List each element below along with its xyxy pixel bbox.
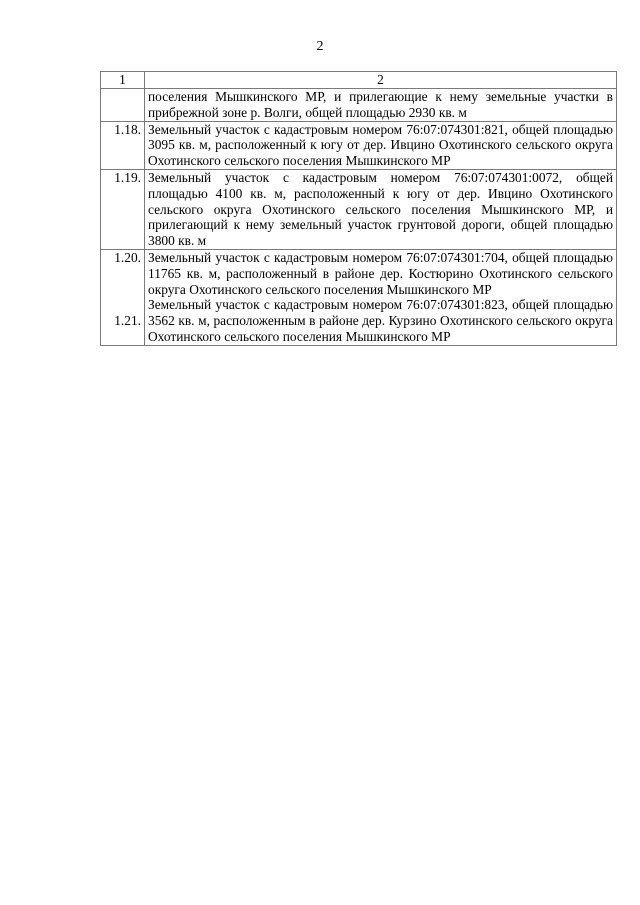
header-cell-number: 1 [101,72,145,89]
item-number: 1.20. [114,249,141,265]
row-text-cell: поселения Мышкинского МР, и прилегающие к нему земельные участки в прибрежной зоне р. Волги, общей площадью 2930 кв. м [145,89,617,122]
row-text-cell: Земельный участок с кадастровым номером 76:07:074301:0072, общей площадью 4100 кв. м, расположенный к югу от дер. Ивцино Охотинского сельского округа Охотинского сельского поселения Мышкинского МР, и прилегающий к нему земельный участок грунтовой дороги, общей площадью 3800 кв. м [145,169,617,249]
row-text-cell: Земельный участок с кадастровым номером 76:07:074301:821, общей площадью 3095 кв. м, расположенный к югу от дер. Ивцино Охотинского сельского округа Охотинского сельского поселения Мышкинского МР [145,121,617,169]
page-number: 2 [316,39,324,54]
row-number-cell [101,89,145,122]
row-number-cell: 1.18. [101,121,145,169]
row-number-cell: 1.19. [101,169,145,249]
table-row [101,121,617,169]
item-text: Земельный участок с кадастровым номером 76:07:074301:823, общей площадью 3562 кв. м, расположенным в районе дер. Курзино Охотинского сельского округа Охотинского сельского поселения Мышкинского МР [148,297,613,344]
item-number: 1.21. [114,313,141,329]
table-row [101,169,617,249]
document-table [100,71,617,346]
header-cell-text: 2 [145,72,617,89]
table-row [101,89,617,122]
item-text: Земельный участок с кадастровым номером 76:07:074301:704, общей площадью 11765 кв. м, расположенный в районе дер. Костюрино Охотинского сельского округа Охотинского сельского поселения Мышкинского МР [148,249,613,297]
row-number-cell [101,249,145,345]
table-row [101,249,617,345]
table-header-row [101,72,617,89]
row-text-cell [145,249,617,345]
